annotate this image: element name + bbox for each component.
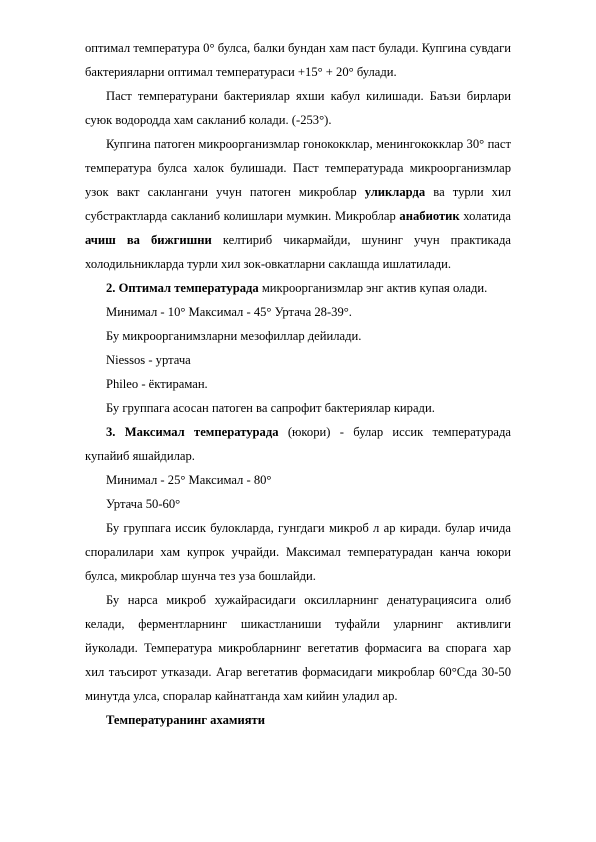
section-heading [85,708,511,732]
document-page [85,36,511,732]
paragraph-3-text-a: Купгина патоген микроорганизмлар гонококклар, менингококклар 30° паст температура булса халок булишади. Паст температурада микроорганизмлар узок вакт саклангани учун патоген микроблар [85,137,511,199]
paragraph-9: Бу группага асосан патоген ва сапрофит бактериялар киради. [106,401,435,415]
paragraph-11: Минимал - 25° Максимал - 80° [106,473,272,487]
paragraph-4 [85,276,511,300]
paragraph-3-bold-anabiotik: анабиотик [399,209,460,223]
paragraph-3-text-c: ва турли хил субстрактларда сакланиб колишлари мумкин. Микроблар [85,185,511,223]
paragraph-1: оптимал температура 0° булса, балки бундан хам паст булади. Купгина сувдаги бактерияларни оптимал температураси +15° + 20° булади. [85,41,511,79]
heading-optimal-temperature: 2. Оптимал температурада [106,281,259,295]
paragraph-3 [85,132,511,276]
heading-maximal-temperature: 3. Максимал температурада [106,425,279,439]
paragraph-2: Паст температурани бактериялар яхши кабул килишади. Баъзи бирлари суюк водородда хам сакланиб колади. (-253°). [85,89,511,127]
paragraph-10 [85,420,511,468]
paragraph-3-bold-achish: ачиш ва бижгишни [85,233,212,247]
paragraph-6: Бу микроорганимзларни мезофиллар дейилади. [106,329,362,343]
paragraph-3-text-g: келтириб чикармайди, шунинг учун практикада холодильникларда турли хил зок-овкатларни саклашда ишлатилади. [85,233,512,271]
paragraph-12: Уртача 50-60° [106,497,181,511]
heading-temperature-importance: Температуранинг ахамияти [106,713,265,727]
paragraph-7: Niessos - уртача [106,353,191,367]
paragraph-13: Бу группага иссик булокларда, гунгдаги микроб л ар киради. булар ичида споралилари хам купрок учрайди. Максимал температурадан канча юкори булса, микроблар шунча тез уза бошлайди. [85,521,511,583]
paragraph-3-text-e: холатида [459,209,511,223]
paragraph-10-text: (юкори) - булар иссик температурада купайиб яшайдилар. [85,425,512,463]
paragraph-5: Минимал - 10° Максимал - 45° Уртача 28-39°. [106,305,352,319]
paragraph-3-bold-uliklarda: уликларда [364,185,426,199]
paragraph-4-text: микроорганизмлар энг актив купая олади. [258,281,488,295]
paragraph-14: Бу нарса микроб хужайрасидаги оксилларнинг денатурациясига олиб келади, ферментларнинг шикастланиши туфайли уларнинг активлиги йуколади. Температура микробларнинг вегетатив формасига ва спорага хар хил таъсирот утказади. Агар вегетатив формасидаги микроблар 60°Сда 30-50 минутда улса, споралар кайнатганда хам кийин уладил ар. [85,593,511,703]
paragraph-8: Phileo - ёктираман. [106,377,208,391]
